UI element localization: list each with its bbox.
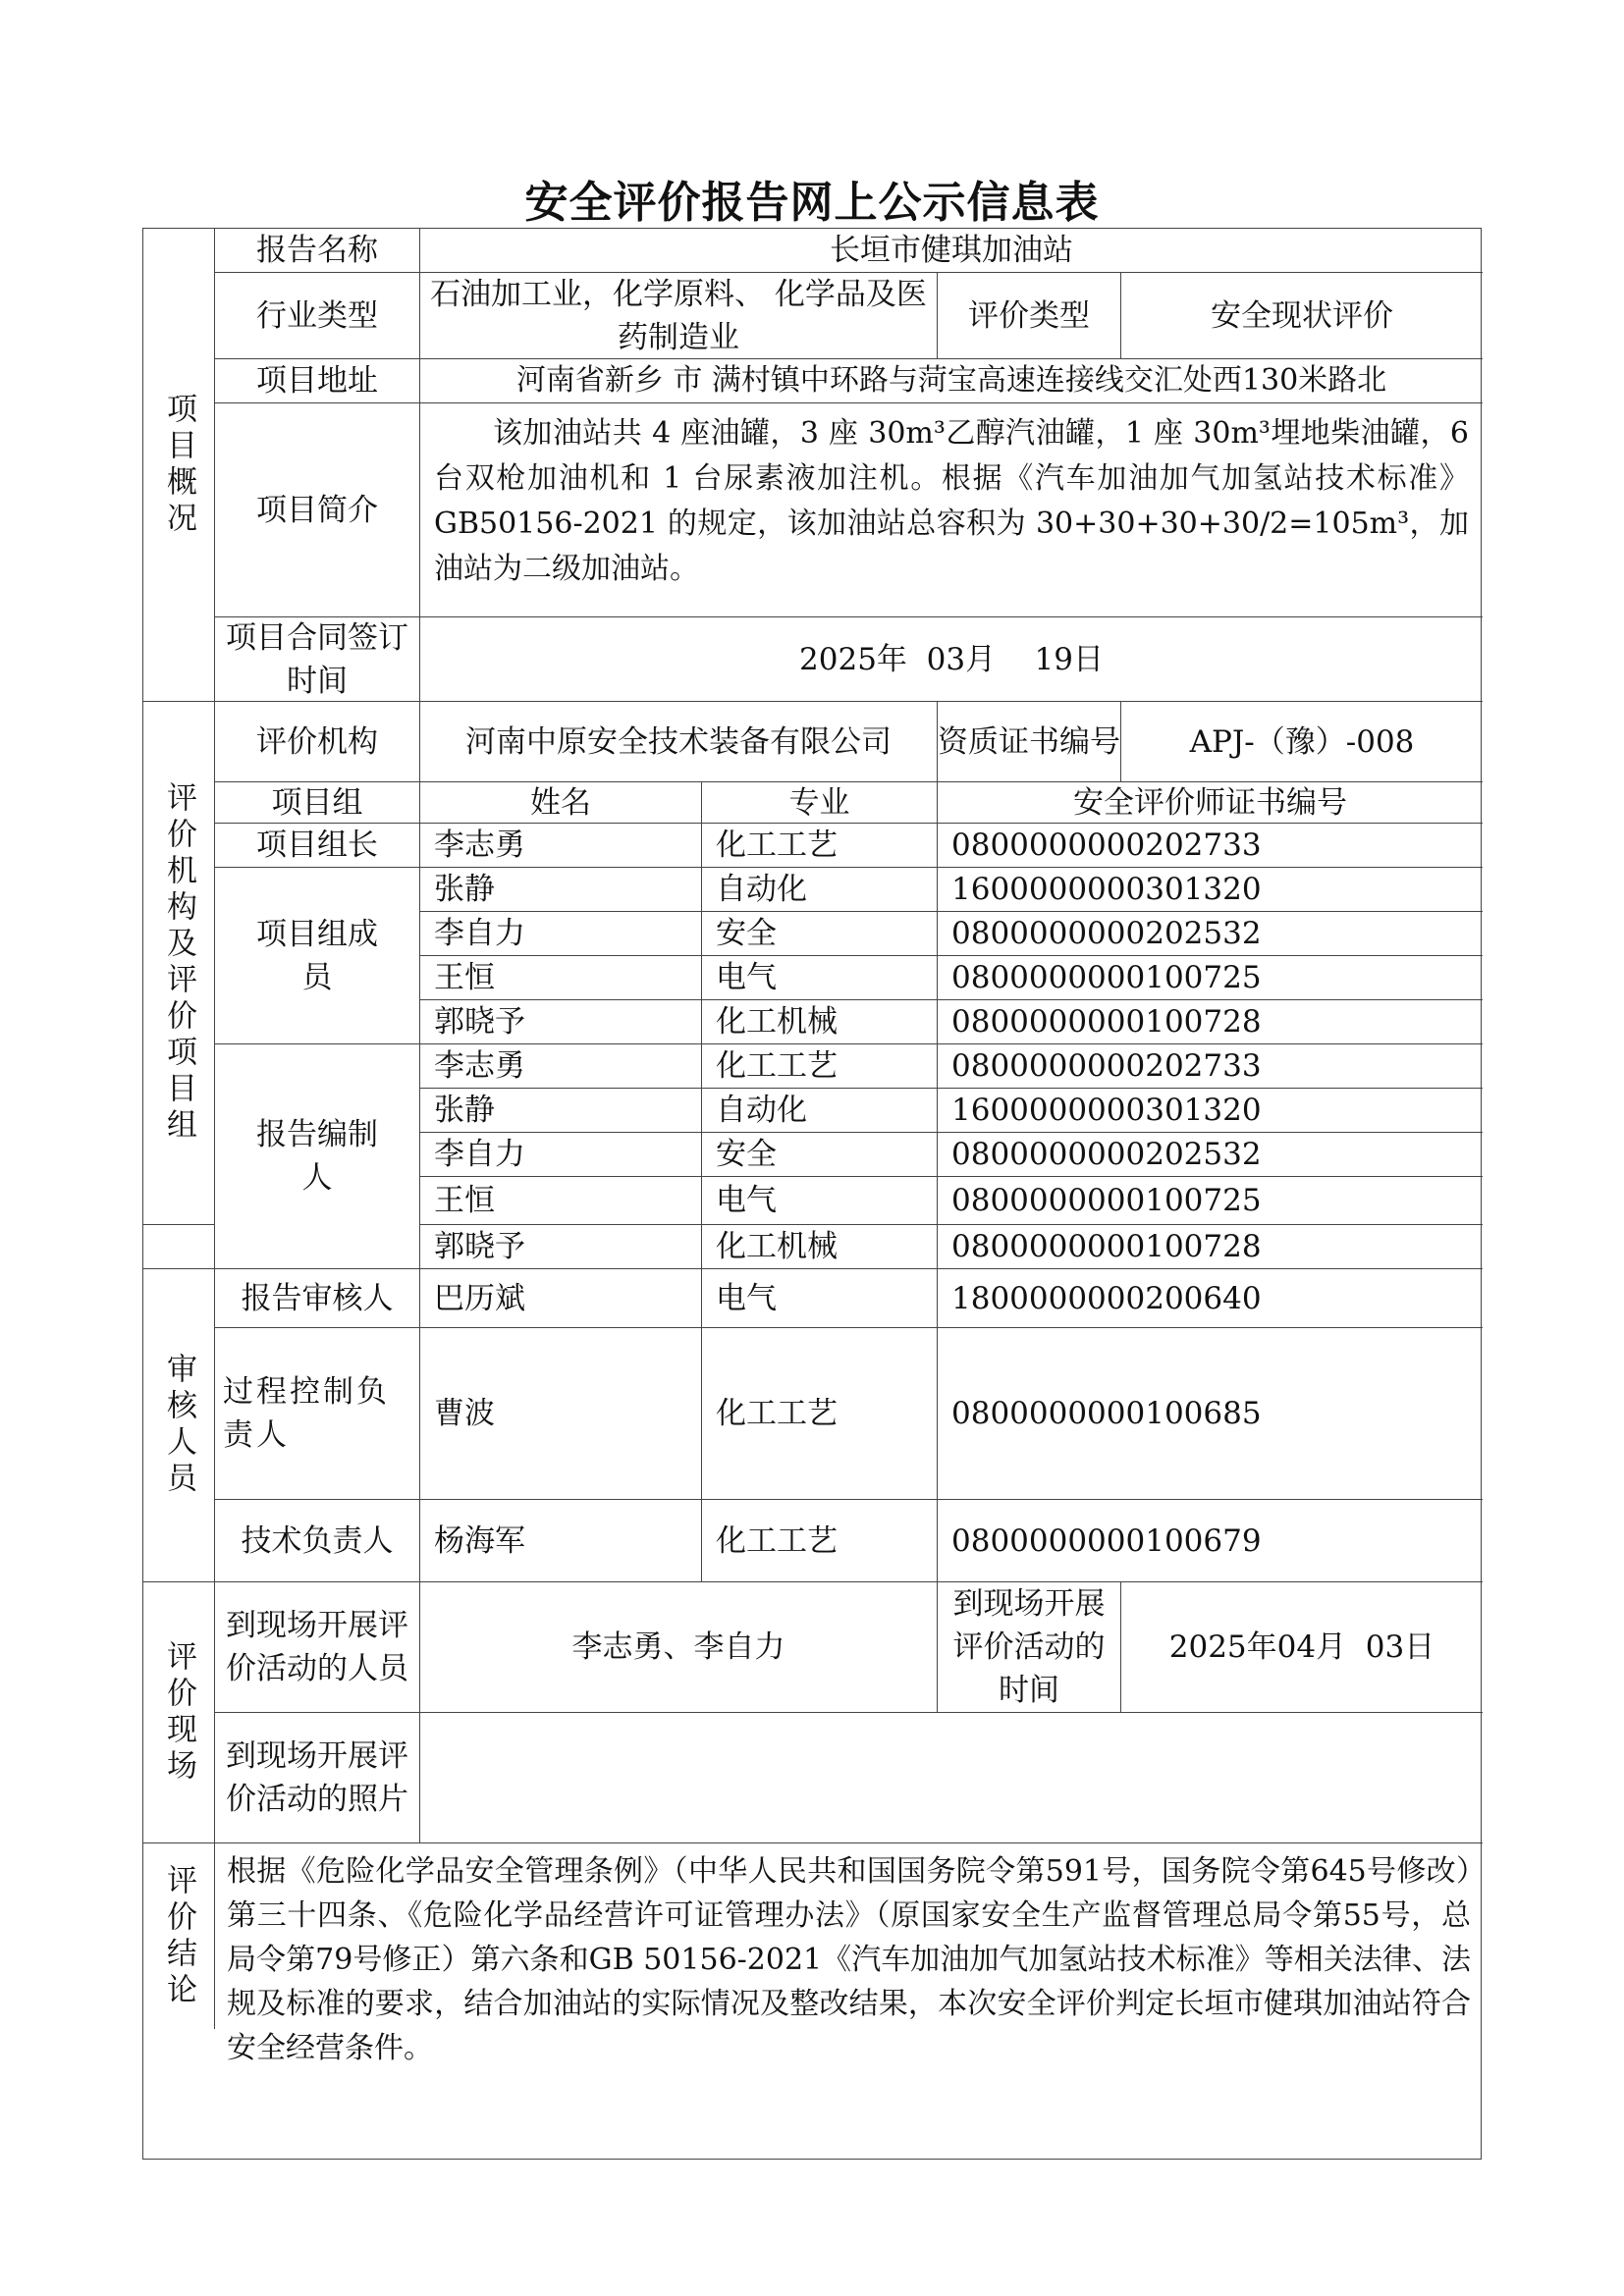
intro-label: 项目简介 [215, 403, 420, 617]
intro-text [420, 403, 1483, 617]
page-title: 安全评价报告网上公示信息表 [524, 178, 1100, 228]
author-major: 电气 [702, 1177, 938, 1225]
section-agency-end [143, 1225, 215, 1269]
members-label: 项目组成员 [215, 868, 420, 1044]
industry-label: 行业类型 [215, 273, 420, 359]
leader-major: 化工工艺 [702, 824, 938, 868]
eval-type-value: 安全现状评价 [1121, 273, 1483, 359]
author-name: 李自力 [420, 1133, 702, 1177]
address-label: 项目地址 [215, 359, 420, 403]
member-name: 郭晓予 [420, 1000, 702, 1044]
author-major: 自动化 [702, 1089, 938, 1133]
process-lead-major: 化工工艺 [702, 1328, 938, 1500]
member-name: 王恒 [420, 956, 702, 1000]
author-major: 安全 [702, 1133, 938, 1177]
header-major: 专业 [702, 782, 938, 824]
member-major: 安全 [702, 912, 938, 956]
info-table [142, 228, 1482, 2160]
member-cert: 0800000000202532 [938, 912, 1483, 956]
contract-date: 2025年 03月 19日 [420, 617, 1483, 702]
header-name: 姓名 [420, 782, 702, 824]
reviewer-name: 巴历斌 [420, 1269, 702, 1328]
author-cert: 0800000000202733 [938, 1044, 1483, 1089]
author-name: 王恒 [420, 1177, 702, 1225]
site-time-value: 2025年04月 03日 [1121, 1582, 1483, 1713]
author-cert: 0800000000100725 [938, 1177, 1483, 1225]
header-group: 项目组 [215, 782, 420, 824]
tech-lead-major: 化工工艺 [702, 1500, 938, 1582]
cert-value: APJ-（豫）-008 [1121, 702, 1483, 782]
member-cert: 1600000000301320 [938, 868, 1483, 912]
member-cert: 0800000000100728 [938, 1000, 1483, 1044]
section-overview: 项目概况 [143, 229, 215, 702]
section-site: 评价现场 [143, 1582, 215, 1843]
intro-paragraph: 该加油站共 4 座油罐，3 座 30m³乙醇汽油罐，1 座 30m³埋地柴油罐，6 台双枪加油机和 1 台尿素液加注机。根据《汽车加油加气加氢站技术标准》GB50156-2021 的规定，该加油站总容积为 30+30+30+30/2=105m³，加油站为二级加油站。 [434, 416, 1469, 586]
process-lead-name: 曹波 [420, 1328, 702, 1500]
process-lead-label: 过程控制负责人 [215, 1328, 420, 1500]
reviewer-major: 电气 [702, 1269, 938, 1328]
leader-cert: 0800000000202733 [938, 824, 1483, 868]
member-name: 李自力 [420, 912, 702, 956]
author-major: 化工工艺 [702, 1044, 938, 1089]
member-cert: 0800000000100725 [938, 956, 1483, 1000]
author-cert: 0800000000100728 [938, 1225, 1483, 1269]
leader-name: 李志勇 [420, 824, 702, 868]
author-cert: 1600000000301320 [938, 1089, 1483, 1133]
member-name: 张静 [420, 868, 702, 912]
section-conclusion: 评价结论 [143, 1843, 215, 2029]
leader-label: 项目组长 [215, 824, 420, 868]
authors-label: 报告编制人 [215, 1044, 420, 1269]
tech-lead-cert: 0800000000100679 [938, 1500, 1483, 1582]
site-photo-area [420, 1713, 1483, 1843]
site-people-label: 到现场开展评价活动的人员 [215, 1582, 420, 1713]
section-agency: 评价机构及评价项目组 [143, 702, 215, 1225]
site-photo-label: 到现场开展评价活动的照片 [215, 1713, 420, 1843]
site-time-label: 到现场开展评价活动的时间 [938, 1582, 1121, 1713]
member-major: 自动化 [702, 868, 938, 912]
member-major: 化工机械 [702, 1000, 938, 1044]
section-review: 审核人员 [143, 1269, 215, 1582]
process-lead-cert: 0800000000100685 [938, 1328, 1483, 1500]
contract-label: 项目合同签订时间 [215, 617, 420, 702]
tech-lead-name: 杨海军 [420, 1500, 702, 1582]
site-people-value: 李志勇、李自力 [420, 1582, 938, 1713]
header-cert: 安全评价师证书编号 [938, 782, 1483, 824]
org-label: 评价机构 [215, 702, 420, 782]
author-name: 张静 [420, 1089, 702, 1133]
conclusion-text: 根据《危险化学品安全管理条例》（中华人民共和国国务院令第591号，国务院令第645号修改）第三十四条、《危险化学品经营许可证管理办法》（原国家安全生产监督管理总局令第55号，总局令第79号修正）第六条和GB 50156-2021《汽车加油加气加氢站技术标准》等相关法律、法规及标准的要求，结合加油站的实际情况及整改结果，本次安全评价判定长垣市健琪加油站符合安全经营条件。 [227, 1854, 1471, 2065]
industry-value: 石油加工业，化学原料、 化学品及医药制造业 [420, 273, 938, 359]
author-cert: 0800000000202532 [938, 1133, 1483, 1177]
eval-type-label: 评价类型 [938, 273, 1121, 359]
author-major: 化工机械 [702, 1225, 938, 1269]
tech-lead-label: 技术负责人 [215, 1500, 420, 1582]
reviewer-cert: 1800000000200640 [938, 1269, 1483, 1328]
cert-label: 资质证书编号 [938, 702, 1121, 782]
author-name: 郭晓予 [420, 1225, 702, 1269]
address-value: 河南省新乡 市 满村镇中环路与菏宝高速连接线交汇处西130米路北 [420, 359, 1483, 403]
report-name-label: 报告名称 [215, 229, 420, 273]
org-value: 河南中原安全技术装备有限公司 [420, 702, 938, 782]
author-name: 李志勇 [420, 1044, 702, 1089]
report-name-value: 长垣市健琪加油站 [420, 229, 1483, 273]
reviewer-label: 报告审核人 [215, 1269, 420, 1328]
member-major: 电气 [702, 956, 938, 1000]
